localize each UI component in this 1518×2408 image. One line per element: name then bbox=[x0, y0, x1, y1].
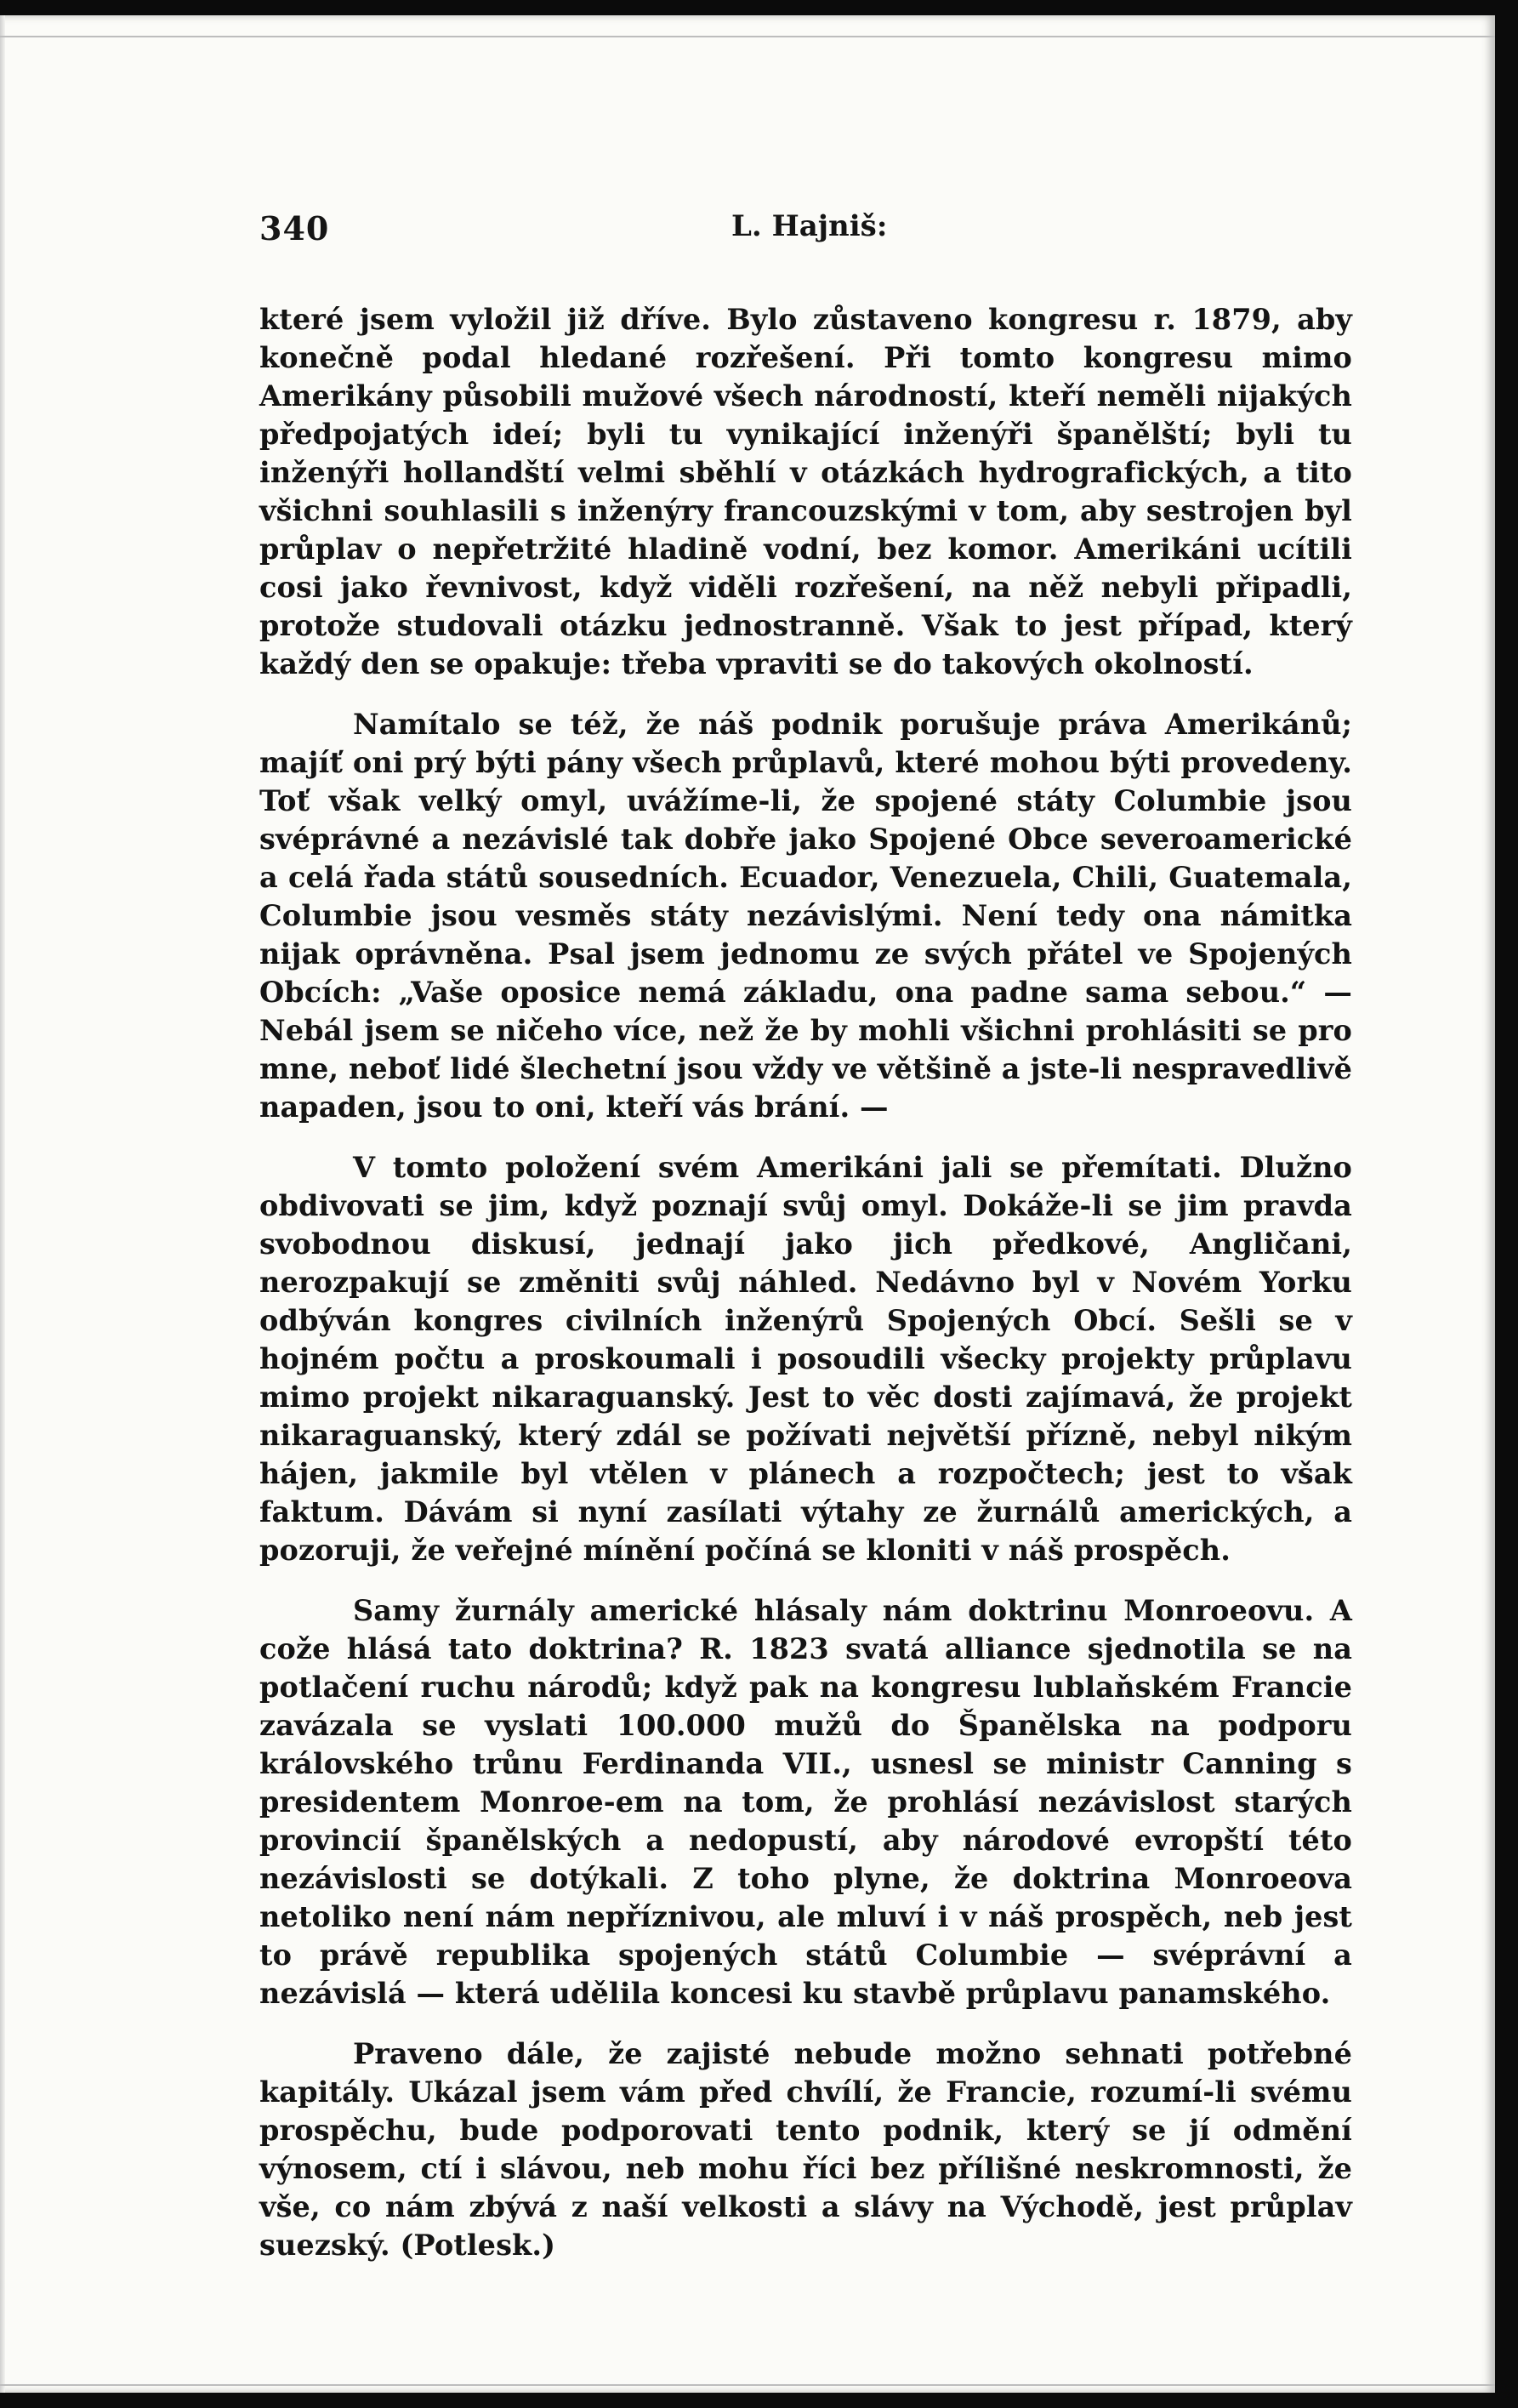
paragraph-5: Praveno dále, že zajisté nebude možno sehnati potřebné kapitály. Ukázal jsem vám před chvílí, že Francie, rozumí-li svému prospěchu, bude podporovati tento podnik, který se jí odmění výnosem, ctí i slávou, neb mohu říci bez přílišné neskromnosti, že vše, co nám zbývá z naší velkosti a slávy na Východě, jest průplav suezský. (Potlesk.) bbox=[259, 2037, 1352, 2262]
scanned-page bbox=[0, 15, 1495, 2393]
paragraph-1: které jsem vyložil již dříve. Bylo zůstaveno kongresu r. 1879, aby konečně podal hledané rozřešení. Při tomto kongresu mimo Amerikány působili mužové všech národností, kteří neměli nijakých předpojatých ideí; byli tu vynikající inženýři španělští; byli tu inženýři hollandští velmi sběhlí v otázkách hydrografických, a tito všichni souhlasili s inženýry francouzskými v tom, aby sestrojen byl průplav o nepřetržité hladině vodní, bez komor. Amerikáni ucítili cosi jako řevnivost, když viděli rozřešení, na něž nebyli připadli, protože studovali otázku jednostranně. Však to jest případ, který každý den se opakuje: třeba vpraviti se do takových okolností. bbox=[259, 303, 1352, 680]
paragraph-3: V tomto položení svém Amerikáni jali se přemítati. Dlužno obdivovati se jim, když poznají svůj omyl. Dokáže-li se jim pravda svobodnou diskusí, jednají jako jich předkové, Angličani, nerozpakují se změniti svůj náhled. Nedávno byl v Novém Yorku odbýván kongres civilních inženýrů Spojených Obcí. Sešli se v hojném počtu a proskoumali i posoudili všecky projekty průplavu mimo projekt nikaraguanský. Jest to věc dosti zajímavá, že projekt nikaraguanský, který zdál se požívati největší přízně, nebyl nikým hájen, jakmile byl vtělen v plánech a rozpočtech; jest to však faktum. Dávám si nyní zasílati výtahy ze žurnálů amerických, a pozoruji, že veřejné mínění počíná se kloniti v náš prospěch. bbox=[259, 1151, 1352, 1567]
running-head bbox=[0, 209, 1495, 260]
paragraph-4: Samy žurnály americké hlásaly nám doktrinu Monroeovu. A cože hlásá tato doktrina? R. 1823 svatá alliance sjednotila se na potlačení ruchu národů; když pak na kongresu lublaňském Francie zavázala se vyslati 100.000 mužů do Španělska na podporu královského trůnu Ferdinanda VII., usnesl se ministr Canning s presidentem Monroe-em na tom, že prohlásí nezávislost starých provincií španělských a nedopustí, aby národové evropští této nezávislosti se dotýkali. Z toho plyne, že doktrina Monroeova netoliko není nám nepříznivou, ale mluví i v náš prospěch, neb jest to právě republika spojených států Columbie — svéprávní a nezávislá — která udělila koncesi ku stavbě průplavu panamského. bbox=[259, 1594, 1352, 2010]
running-title: L. Hajniš: bbox=[731, 209, 888, 243]
page-top-edge bbox=[0, 36, 1495, 37]
paragraph-2: Namítalo se též, že náš podnik porušuje práva Amerikánů; majíť oni prý býti pány všech průplavů, které mohou býti provedeny. Toť však velký omyl, uvážíme-li, že spojené státy Columbie jsou svéprávné a nezávislé tak dobře jako Spojené Obce severoamerické a celá řada států sousedních. Ecuador, Venezuela, Chili, Guatemala, Columbie jsou vesměs státy nezávislými. Není tedy ona námitka nijak oprávněna. Psal jsem jednomu ze svých přátel ve Spojených Obcích: „Vaše oposice nemá základu, ona padne sama sebou.“ — Nebál jsem se ničeho více, než že by mohli všichni prohlásiti se pro mne, neboť lidé šlechetní jsou vždy ve většině a jste-li nespravedlivě napaden, jsou to oni, kteří vás brání. — bbox=[259, 708, 1352, 1124]
page-left-edge bbox=[0, 15, 5, 2393]
page-bottom-edge bbox=[0, 2384, 1495, 2386]
body-text bbox=[259, 300, 1352, 2264]
page-number: 340 bbox=[259, 209, 330, 248]
